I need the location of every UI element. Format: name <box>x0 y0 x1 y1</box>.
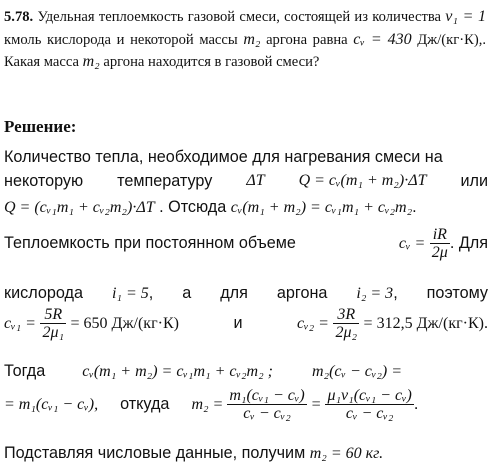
text-span: для <box>220 284 248 302</box>
text-span: . <box>412 198 417 216</box>
formula-balance: cᵥ(m₁ + m₂) = cᵥ₁m₁ + cᵥ₂m₂ <box>230 199 413 216</box>
fraction-numerator: μ₁ν₁(cᵥ₁ − cᵥ) <box>327 387 412 404</box>
formula-q2: Q = (cᵥ₁m₁ + cᵥ₂m₂)·ΔT <box>4 199 155 216</box>
fraction <box>325 387 413 422</box>
fraction-numerator: iR <box>430 226 450 244</box>
fraction <box>227 387 306 422</box>
text-span: а <box>182 284 192 302</box>
formula-cv: cᵥ = 430 <box>353 30 412 48</box>
formula-m2: m₂ <box>82 53 100 70</box>
solution-line-5 <box>4 284 488 303</box>
formula-cv1 <box>4 306 179 341</box>
formula-part: = 312,5 Дж/(кг·К). <box>363 314 488 332</box>
problem-number: 5.78. <box>4 9 34 25</box>
solution-line-8 <box>4 387 488 422</box>
text-span: . <box>413 395 419 413</box>
text-span: температуру <box>117 172 213 190</box>
problem-text: аргона равна <box>266 31 348 48</box>
text-span: и <box>233 314 243 332</box>
formula-delta-t: ΔT <box>246 172 265 189</box>
formula-q1: Q = cᵥ(m₁ + m₂)·ΔT <box>298 172 427 189</box>
problem-text: кмоль кислорода и некоторой массы <box>4 31 238 48</box>
fraction-denominator: 2μ <box>431 244 448 261</box>
fraction <box>333 306 359 341</box>
text-span: Теплоемкость при постоянном объеме <box>4 234 296 252</box>
problem-text: Дж/(кг·К),. Какая масса <box>4 31 486 70</box>
solution-line-6 <box>4 306 488 341</box>
text-span: , <box>148 284 154 302</box>
fraction <box>430 226 450 261</box>
fraction-numerator: 3R <box>333 306 359 324</box>
formula-cv-iR <box>399 226 488 261</box>
formula-answer: m₂ = 60 кг. <box>309 445 384 462</box>
fraction-numerator: 5R <box>40 306 66 324</box>
text-span: . Для <box>449 233 488 252</box>
fraction-denominator: 2μ₂ <box>335 324 358 341</box>
text-span: некоторую <box>4 172 84 190</box>
solution-line-1: Количество тепла, необходимое для нагревания смеси на <box>4 148 443 166</box>
problem-text: аргона находится в газовой смеси? <box>103 54 320 70</box>
solution-line-3 <box>4 198 488 217</box>
text-span: . Отсюда <box>159 198 227 216</box>
solution-line-9 <box>4 444 488 463</box>
solution-header: Решение: <box>4 117 77 136</box>
fraction-denominator: 2μ₁ <box>42 324 65 341</box>
formula-m2-eq: m₂(cᵥ − cᵥ₂) = <box>311 363 403 380</box>
formula-part: cᵥ₁ = <box>4 314 36 332</box>
problem-statement <box>4 6 486 74</box>
fraction <box>40 306 66 341</box>
formula-m2: m₂ <box>243 30 261 48</box>
fraction-denominator: cᵥ − cᵥ₂ <box>243 405 291 422</box>
formula-nu1: ν₁ = 1 <box>445 8 486 25</box>
solution-line-2 <box>4 172 488 191</box>
text-span: Подставляя числовые данные, получим <box>4 444 306 462</box>
solution-line-7 <box>4 362 488 381</box>
fraction-numerator: m₁(cᵥ₁ − cᵥ) <box>229 387 305 404</box>
formula-part: m₂ = <box>191 395 224 413</box>
formula-part: = 650 Дж/(кг·К) <box>70 314 179 332</box>
formula-part: cᵥ₂ = <box>297 314 329 332</box>
text-span: кислорода <box>4 284 83 302</box>
text-span: , <box>393 284 398 302</box>
text-span: откуда <box>120 395 170 413</box>
formula-i1: i₁ = 5 <box>111 285 149 302</box>
text-span: Тогда <box>4 362 46 380</box>
formula-part: cᵥ = <box>398 234 426 252</box>
formula-balance: cᵥ(m₁ + m₂) = cᵥ₁m₁ + cᵥ₂m₂ ; <box>82 363 273 380</box>
formula-m1-eq: = m₁(cᵥ₁ − cᵥ), <box>4 395 99 413</box>
fraction-denominator: cᵥ − cᵥ₂ <box>345 405 394 422</box>
formula-i2: i₂ = 3 <box>356 285 394 302</box>
formula-cv2 <box>297 306 488 341</box>
text-span: аргона <box>276 284 328 302</box>
formula-part: = <box>310 395 322 413</box>
solution-line-4 <box>4 226 488 261</box>
text-span: поэтому <box>426 284 488 302</box>
text-span: или <box>460 172 488 190</box>
problem-text: Удельная теплоемкость газовой смеси, состоящей из количества <box>37 9 442 25</box>
